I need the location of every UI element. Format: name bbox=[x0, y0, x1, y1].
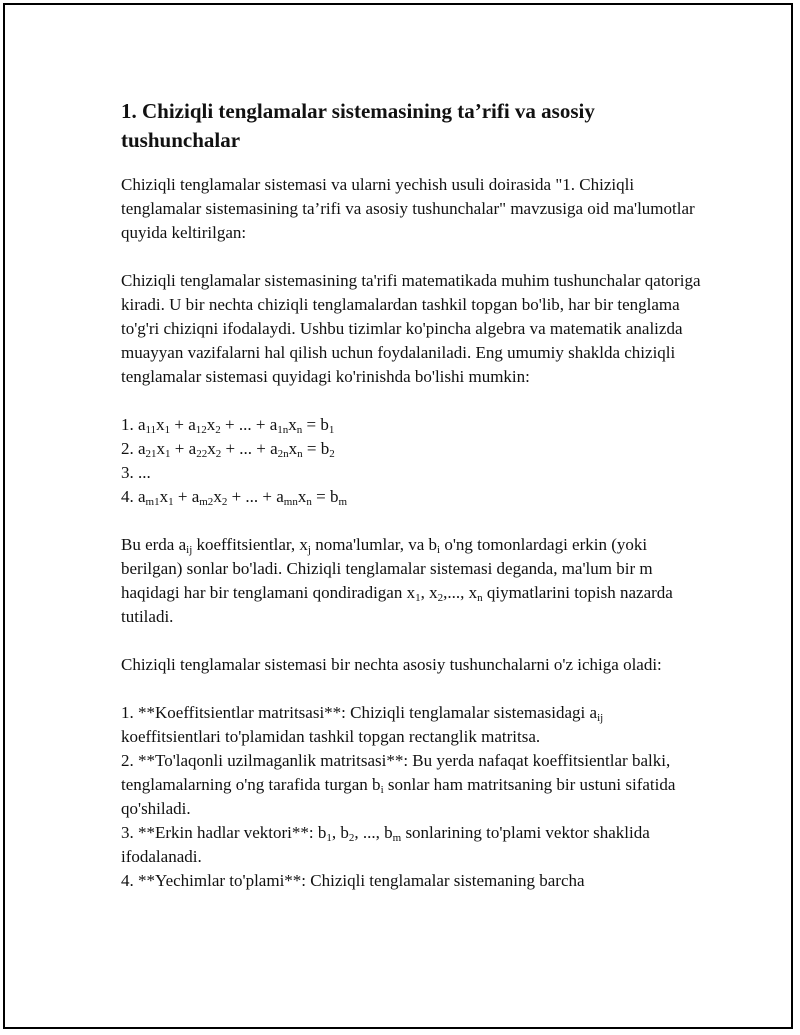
equation-1: 1. $a_{11}x_1 + a_{12}x_2$ + ... + $a_{1n}x_n = b_1$ bbox=[121, 415, 335, 436]
explanation-paragraph: Bu erda $a_{ij}$ koeffitsientlar, $x_j$ noma'lumlar, va $b_i$ o'ng tomonlardagi erkin (yoki berilgan) sonlar bo'ladi. Chiziqli tenglamalar sistemasi deganda, ma'lum bir m haqidagi har bir tenglamani qondiradigan $x_1$, $x_2$,..., $x_n$ qiymatlarini topish nazarda tutiladi. bbox=[121, 535, 673, 626]
section-heading: 1. Chiziqli tenglamalar sistemasining ta’rifi va asosiy tushunchalar bbox=[121, 99, 595, 152]
list-item: 1. **Koeffitsientlar matritsasi**: Chiziqli tenglamalar sistemasidagi $a_{ij}$ koeffitsientlari to'plamidan tashkil topgan rectanglik matritsa. bbox=[121, 703, 604, 746]
equation-system bbox=[121, 413, 701, 509]
definition-paragraph: Chiziqli tenglamalar sistemasining ta'rifi matematikada muhim tushunchalar qatoriga kiradi. U bir nechta chiziqli tenglamalardan tashkil topgan bo'lib, har bir tenglama to'g'ri chiziqni ifodalaydi. Ushbu tizimlar ko'pincha algebra va matematik analizda muayyan vazifalarni hal qilish uchun foydalaniladi. Eng umumiy shaklda chiziqli tenglamalar sistemasi quyidagi ko'rinishda bo'lishi mumkin: bbox=[121, 271, 701, 386]
equation-4: 4. $a_{m1}x_1 + a_{m2}x_2$ + ... + $a_{mn}x_n = b_m$ bbox=[121, 487, 348, 508]
list-item: 2. **To'laqonli uzilmaganlik matritsasi**: Bu yerda nafaqat koeffitsientlar balki, tenglamalarning o'ng tarafida turgan $b_i$ sonlar ham matritsaning bir ustuni sifatida qo'shiladi. bbox=[121, 751, 676, 818]
document-page bbox=[3, 3, 793, 1029]
concepts-list bbox=[121, 701, 701, 893]
concepts-intro-paragraph: Chiziqli tenglamalar sistemasi bir nechta asosiy tushunchalarni o'z ichiga oladi: bbox=[121, 655, 662, 674]
equation-2: 2. $a_{21}x_1 + a_{22}x_2$ + ... + $a_{2n}x_n = b_2$ bbox=[121, 439, 335, 460]
equation-3: 3. ... bbox=[121, 463, 151, 482]
list-item: 3. **Erkin hadlar vektori**: $b_1$, $b_2$, ..., $b_m$ sonlarining to'plami vektor shaklida ifodalanadi. bbox=[121, 823, 650, 866]
intro-paragraph: Chiziqli tenglamalar sistemasi va ularni yechish usuli doirasida "1. Chiziqli tenglamalar sistemasining ta’rifi va asosiy tushunchalar" mavzusiga oid ma'lumotlar quyida keltirilgan: bbox=[121, 175, 695, 242]
document-content bbox=[121, 97, 701, 917]
list-item: 4. **Yechimlar to'plami**: Chiziqli tenglamalar sistemaning barcha bbox=[121, 871, 585, 890]
